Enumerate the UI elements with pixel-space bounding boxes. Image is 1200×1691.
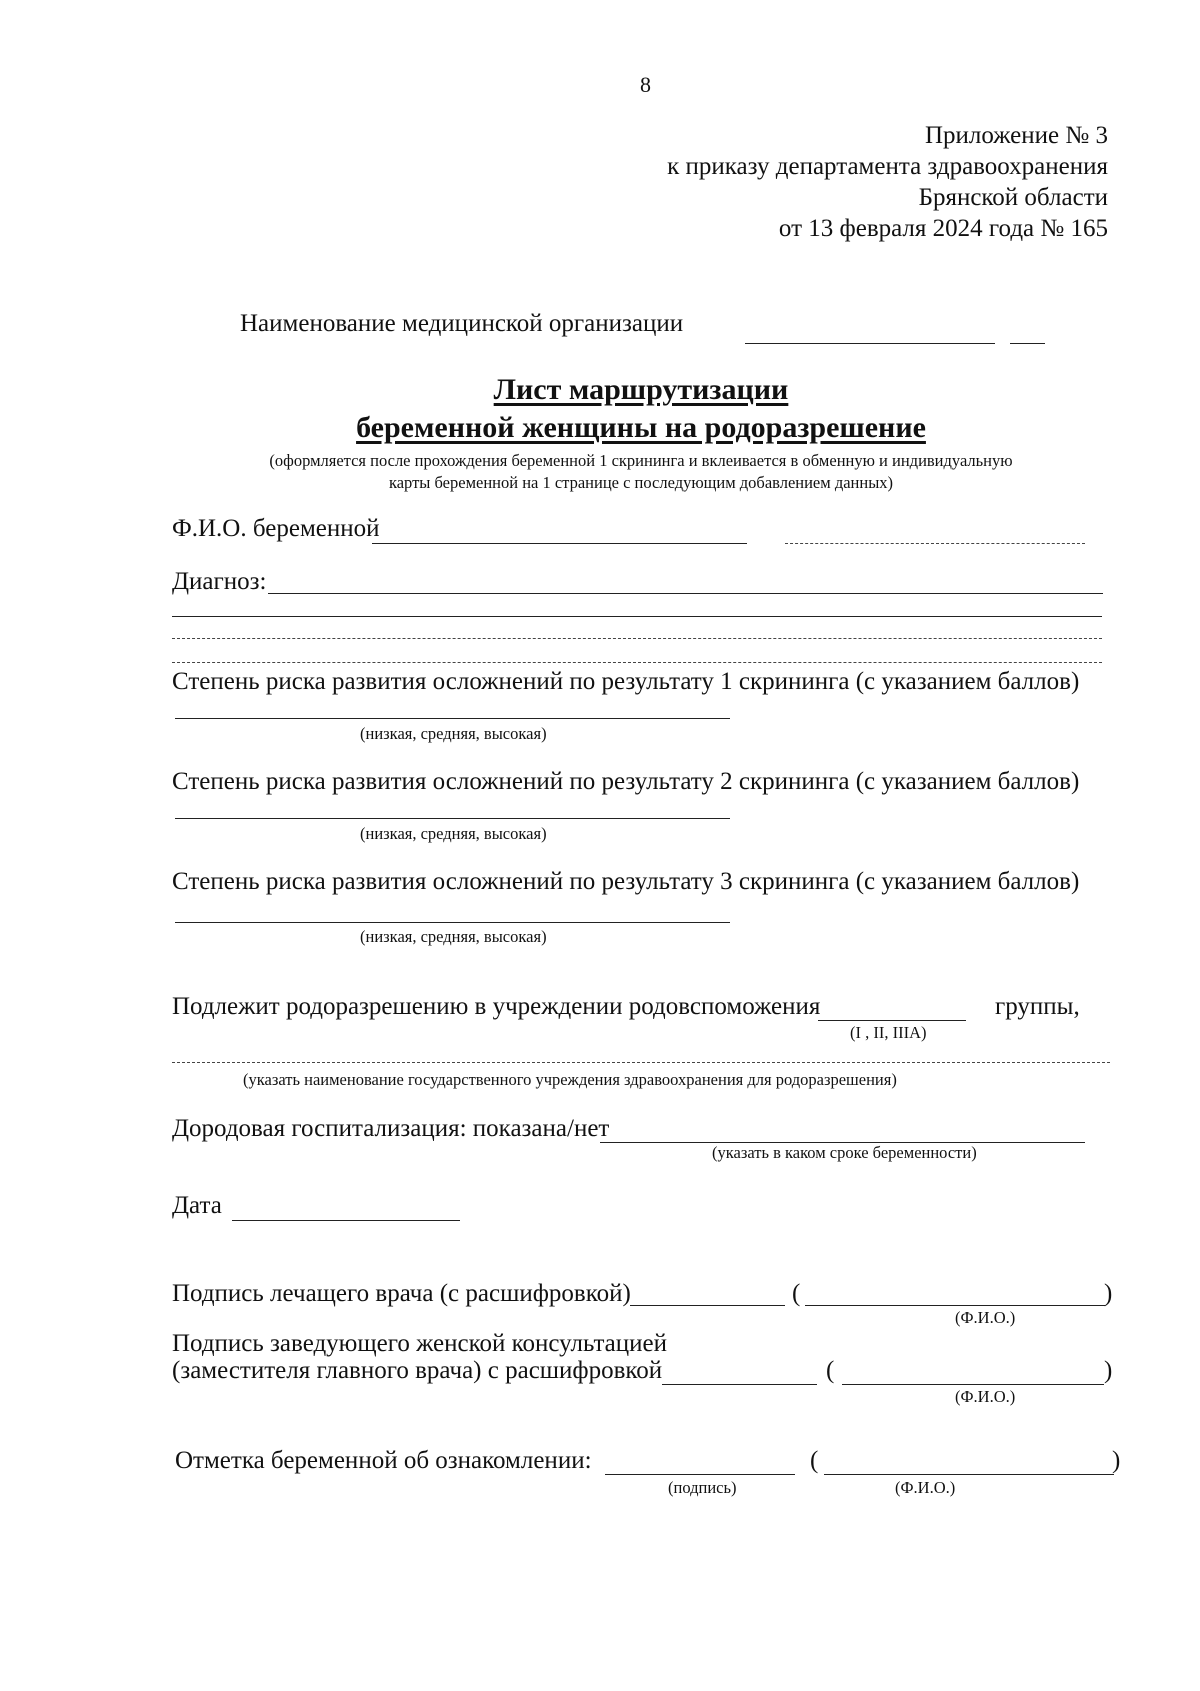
delivery-group-field[interactable] [818,1020,966,1021]
title-note-line-2: карты беременной на 1 странице с последующим добавлением данных) [388,473,894,492]
diagnosis-field-line-1[interactable] [268,593,1103,594]
acknowledgement-fio-hint: (Ф.И.О.) [895,1478,956,1497]
risk-screening-3-field[interactable] [175,922,730,923]
date-field[interactable] [232,1220,460,1221]
acknowledgement-fio-close-paren: ) [1112,1447,1121,1474]
fio-field[interactable] [372,543,747,544]
institution-name-hint: (указать наименование государственного учреждения здравоохранения для родоразрешения) [243,1070,897,1089]
head-fio-close-paren: ) [1104,1357,1113,1384]
acknowledgement-label: Отметка беременной об ознакомлении: [175,1447,592,1474]
doctor-fio-hint: (Ф.И.О.) [955,1308,1016,1327]
delivery-label: Подлежит родоразрешению в учреждении родовспоможения [172,993,821,1020]
org-name-field-tail [1010,343,1045,344]
title-line-1: Лист маршрутизации [493,373,789,406]
title-line-2: беременной женщины на родоразрешение [356,411,926,444]
acknowledgement-signature-hint: (подпись) [668,1478,737,1497]
order-date: от 13 февраля 2024 года № 165 [778,215,1108,242]
risk-screening-1-label: Степень риска развития осложнений по результату 1 скрининга (с указанием баллов) [172,668,1080,695]
risk-screening-1-hint: (низкая, средняя, высокая) [360,724,547,743]
risk-screening-3-hint: (низкая, средняя, высокая) [360,927,547,946]
doctor-signature-field[interactable] [630,1305,785,1306]
head-signature-label-2: (заместителя главного врача) с расшифровкой [172,1357,663,1384]
diagnosis-field-line-4[interactable] [172,662,1102,663]
institution-name-field[interactable] [172,1062,1110,1063]
diagnosis-field-line-2[interactable] [172,616,1102,617]
hospitalization-hint: (указать в каком сроке беременности) [712,1143,977,1162]
fio-field-tail [785,543,1085,544]
risk-screening-2-label: Степень риска развития осложнений по результату 2 скрининга (с указанием баллов) [172,768,1080,795]
document-subtitle [0,411,1200,445]
org-name-label: Наименование медицинской организации [240,310,684,337]
org-name-field[interactable] [745,343,995,344]
head-signature-field[interactable] [662,1384,817,1385]
diagnosis-label: Диагноз: [172,568,267,595]
appendix-number: Приложение № 3 [924,122,1108,149]
order-reference: к приказу департамента здравоохранения [667,153,1108,180]
fio-label: Ф.И.О. беременной [172,515,380,542]
appendix-header [667,120,1108,244]
acknowledgement-signature-field[interactable] [605,1474,795,1475]
document-title [0,373,1200,407]
delivery-group-hint: (I , II, IIIA) [850,1023,927,1042]
doctor-fio-field[interactable] [805,1305,1105,1306]
delivery-suffix: группы, [995,993,1080,1020]
date-label: Дата [172,1192,222,1219]
acknowledgement-fio-open-paren: ( [810,1447,819,1474]
head-fio-field[interactable] [842,1384,1104,1385]
order-region: Брянской области [918,184,1108,211]
title-note-line-1: (оформляется после прохождения беременной 1 скрининга и вклеивается в обменную и индивидуальную [269,451,1013,470]
hospitalization-label: Дородовая госпитализация: показана/нет [172,1115,610,1142]
doctor-fio-open-paren: ( [792,1280,801,1307]
head-fio-open-paren: ( [826,1357,835,1384]
diagnosis-field-line-3[interactable] [172,638,1102,639]
acknowledgement-fio-field[interactable] [824,1474,1114,1475]
risk-screening-3-label: Степень риска развития осложнений по результату 3 скрининга (с указанием баллов) [172,868,1080,895]
risk-screening-1-field[interactable] [175,718,730,719]
risk-screening-2-field[interactable] [175,818,730,819]
page-number: 8 [640,72,651,97]
risk-screening-2-hint: (низкая, средняя, высокая) [360,824,547,843]
head-signature-label-1: Подпись заведующего женской консультацией [172,1330,668,1357]
doctor-fio-close-paren: ) [1104,1280,1113,1307]
head-fio-hint: (Ф.И.О.) [955,1387,1016,1406]
title-note [0,450,1200,494]
doctor-signature-label: Подпись лечащего врача (с расшифровкой) [172,1280,631,1307]
